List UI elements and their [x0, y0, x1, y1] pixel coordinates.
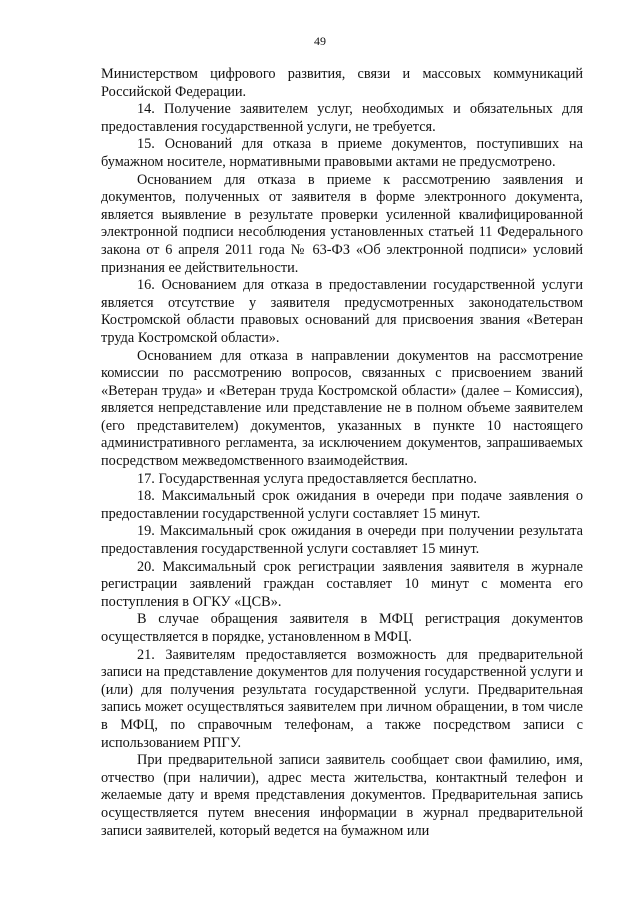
paragraph: 18. Максимальный срок ожидания в очереди при подаче заявления о предоставлении государственной услуги составляет 15 минут. — [101, 488, 583, 522]
page-number: 49 — [314, 34, 326, 48]
paragraph: Основанием для отказа в направлении документов на рассмотрение комиссии по рассмотрению вопросов, связанных с присвоением званий «Ветеран труда» и «Ветеран труда Костромской области» (далее – Комиссия), является непредставление или представление не в полном объеме заявителем (его представителем) документов, указанных в пункте 10 настоящего административного регламента, за исключением документов, запрашиваемых посредством межведомственного взаимодействия. — [101, 347, 583, 470]
paragraph: 15. Оснований для отказа в приеме документов, поступивших на бумажном носителе, нормативными правовыми актами не предусмотрено. — [101, 136, 583, 170]
paragraph: 19. Максимальный срок ожидания в очереди при получении результата предоставления государственной услуги составляет 15 минут. — [101, 523, 583, 558]
paragraph: 20. Максимальный срок регистрации заявления заявителя в журнале регистрации заявлений граждан составляет 10 минут с момента его поступления в ОГКУ «ЦСВ». — [101, 558, 583, 610]
paragraph: Министерством цифрового развития, связи и массовых коммуникаций Российской Федерации. — [101, 66, 583, 100]
paragraph: 21. Заявителям предоставляется возможность для предварительной записи на представление документов для получения государственной услуги и (или) для получения результата государственной услуги. Предварительная запись может осуществляться заявителем при личном обращении, в том числе в МФЦ, по справочным телефонам, а также посредством записи с использованием РПГУ. — [101, 646, 583, 751]
paragraph: Основанием для отказа в приеме к рассмотрению заявления и документов, полученных от заявителя в форме электронного документа, является выявление в результате проверки усиленной квалифицированной электронной подписи несоблюдения установленных статьей 11 Федерального закона от 6 апреля 2011 года № 63-ФЗ «Об электронной подписи» условий признания ее действительности. — [101, 171, 583, 276]
paragraph: В случае обращения заявителя в МФЦ регистрация документов осуществляется в порядке, установленном в МФЦ. — [101, 611, 583, 645]
paragraph: 17. Государственная услуга предоставляется бесплатно. — [137, 470, 477, 487]
paragraph: 14. Получение заявителем услуг, необходимых и обязательных для предоставления государственной услуги, не требуется. — [101, 101, 583, 135]
document-body — [101, 66, 583, 840]
paragraph: 16. Основанием для отказа в предоставлении государственной услуги является отсутствие у заявителя предусмотренных законодательством Костромской области правовых оснований для присвоения звания «Ветеран труда Костромской области». — [101, 277, 583, 346]
paragraph: При предварительной записи заявитель сообщает свои фамилию, имя, отчество (при наличии), адрес места жительства, контактный телефон и желаемые дату и время представления документов. Предварительная запись осуществляется путем внесения информации в журнал предварительной записи заявителей, который ведется на бумажном или — [101, 752, 583, 839]
